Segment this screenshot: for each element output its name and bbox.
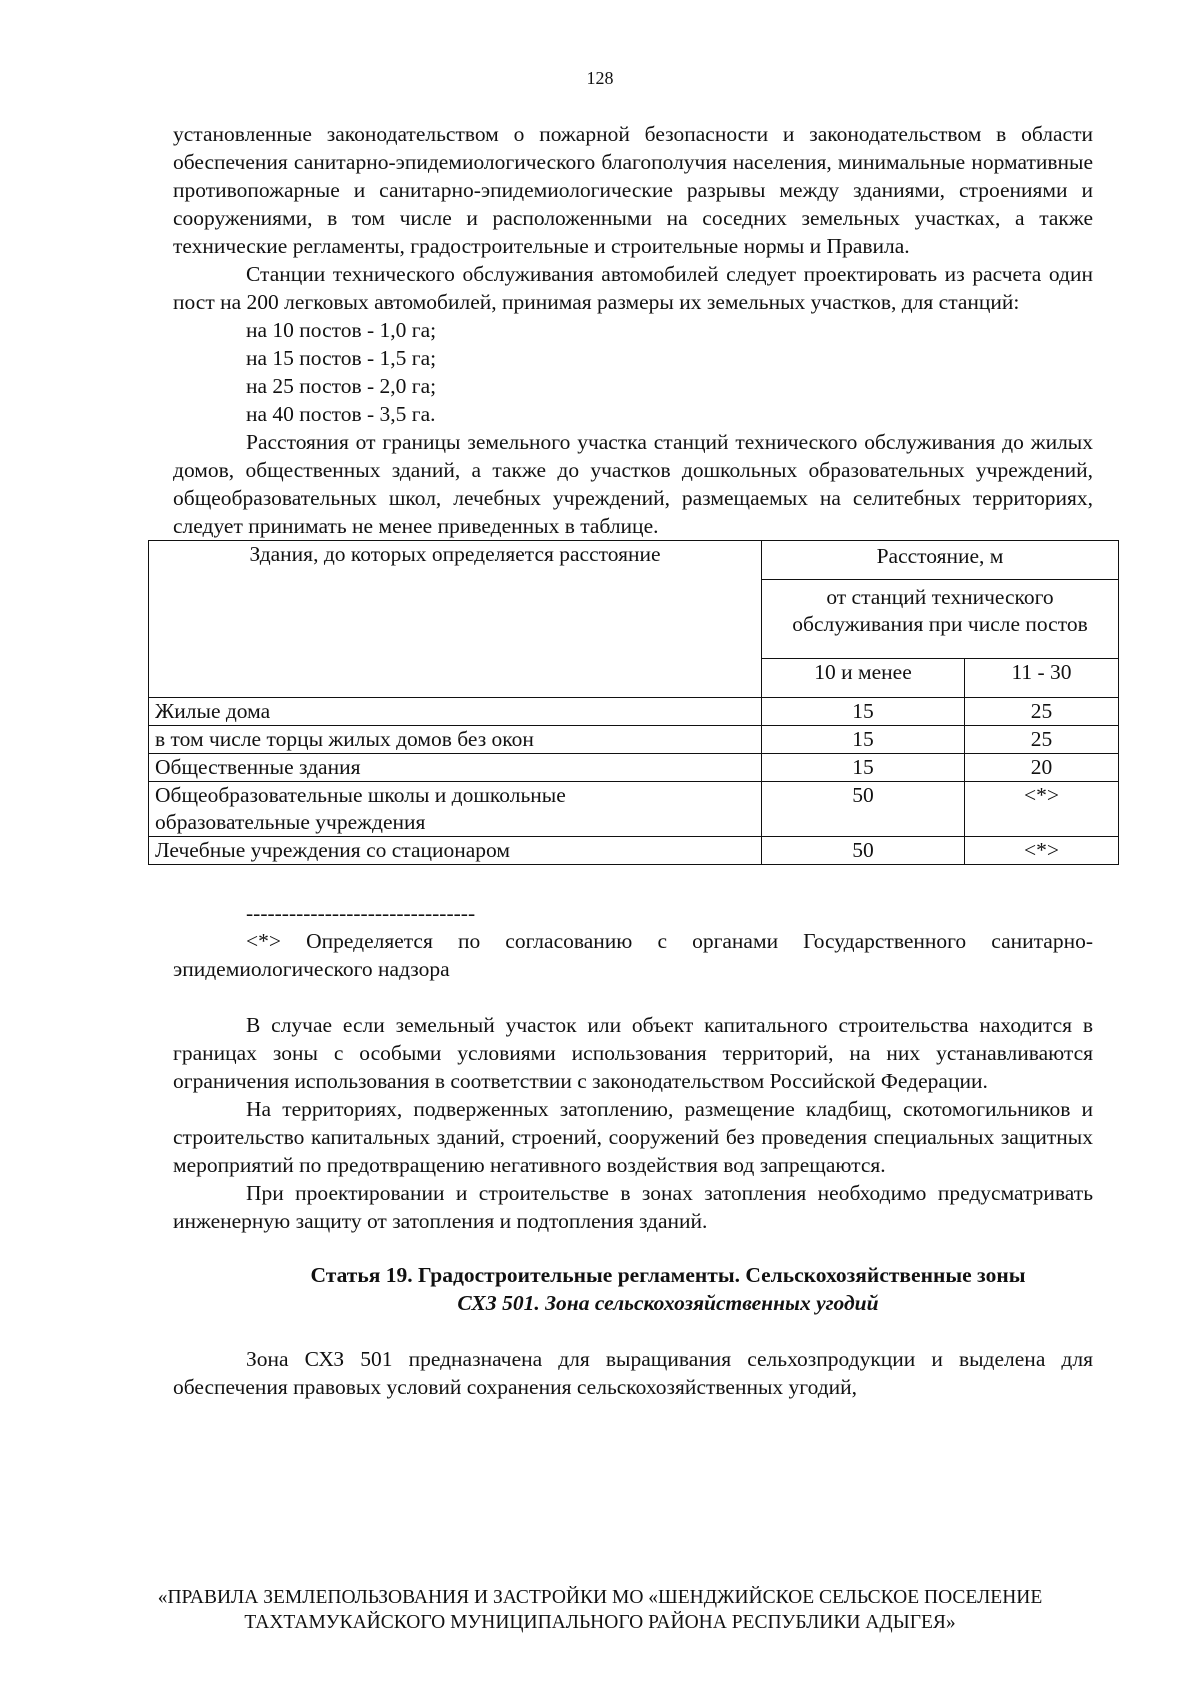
footnote-separator: -------------------------------- <box>246 901 476 925</box>
document-body <box>155 120 1093 1401</box>
list-item: на 25 постов - 2,0 га; <box>246 374 437 398</box>
paragraph-flood-protection: При проектировании и строительстве в зонах затопления необходимо предусматривать инженерную защиту от затопления и подтопления зданий. <box>173 1181 1093 1233</box>
table-col-header-2: 11 - 30 <box>965 659 1119 698</box>
table-row <box>149 726 1119 754</box>
paragraph-service-stations: Станции технического обслуживания автомобилей следует проектировать из расчета один пост на 200 легковых автомобилей, принимая размеры их земельных участков, для станций: <box>173 262 1093 314</box>
station-size-list <box>173 316 1093 428</box>
table-cell-name: Лечебные учреждения со стационаром <box>149 837 762 865</box>
table-cell-value: 25 <box>965 726 1119 754</box>
table-cell-value: <*> <box>965 837 1119 865</box>
table-row <box>149 698 1119 726</box>
paragraph-distances: Расстояния от границы земельного участка станций технического обслуживания до жилых домов, общественных зданий, а также до участков дошкольных образовательных учреждений, общеобразовательных школ, лечебных учреждений, размещаемых на селитебных территориях, следует принимать не менее приведенных в таблице. <box>173 430 1093 538</box>
table-row <box>149 837 1119 865</box>
table-cell-value: 50 <box>762 837 965 865</box>
table-col-header-1: 10 и менее <box>762 659 965 698</box>
table-header-subtitle: от станций технического обслуживания при числе постов <box>762 580 1119 659</box>
page-footer <box>0 1585 1200 1635</box>
paragraph-flood-areas: На территориях, подверженных затоплению, размещение кладбищ, скотомогильников и строительство капитальных зданий, строений, сооружений без проведения специальных защитных мероприятий по предотвращению негативного воздействия вод запрещаются. <box>173 1097 1093 1177</box>
table-cell-name: в том числе торцы жилых домов без окон <box>149 726 762 754</box>
table-header-distance: Расстояние, м <box>762 541 1119 580</box>
list-item: на 40 постов - 3,5 га. <box>246 402 436 426</box>
table-row <box>149 782 1119 837</box>
table-cell-value: 15 <box>762 726 965 754</box>
table-cell-value: 50 <box>762 782 965 837</box>
footer-line-1: «ПРАВИЛА ЗЕМЛЕПОЛЬЗОВАНИЯ И ЗАСТРОЙКИ МО «ШЕНДЖИЙСКОЕ СЕЛЬСКОЕ ПОСЕЛЕНИЕ <box>157 1587 1043 1608</box>
table-cell-name: Общественные здания <box>149 754 762 782</box>
paragraph-special-zones: В случае если земельный участок или объект капитального строительства находится в границах зоны с особыми условиями использования территорий, на них устанавливаются ограничения использования в соответствии с законодательством Российской Федерации. <box>173 1013 1093 1093</box>
list-item: на 15 постов - 1,5 га; <box>246 346 437 370</box>
footer-line-2: ТАХТАМУКАЙСКОГО МУНИЦИПАЛЬНОГО РАЙОНА РЕСПУБЛИКИ АДЫГЕЯ» <box>244 1612 956 1633</box>
list-item: на 10 постов - 1,0 га; <box>246 318 437 342</box>
paragraph-zone-description: Зона СХЗ 501 предназначена для выращивания сельхозпродукции и выделена для обеспечения правовых условий сохранения сельскохозяйственных угодий, <box>173 1347 1093 1399</box>
table-cell-value: 25 <box>965 698 1119 726</box>
page-number: 128 <box>586 68 614 88</box>
table-cell-value: 15 <box>762 698 965 726</box>
distance-table <box>148 540 1119 865</box>
article-title: Статья 19. Градостроительные регламенты. Сельскохозяйственные зоны <box>310 1263 1026 1287</box>
table-cell-name: Общеобразовательные школы и дошкольные образовательные учреждения <box>149 782 762 837</box>
table-header-buildings: Здания, до которых определяется расстояние <box>149 541 762 698</box>
table-row <box>149 754 1119 782</box>
table-cell-value: 15 <box>762 754 965 782</box>
table-cell-name: Жилые дома <box>149 698 762 726</box>
paragraph-regulations: установленные законодательством о пожарной безопасности и законодательством в области обеспечения санитарно-эпидемиологического благополучия населения, минимальные нормативные противопожарные и санитарно-эпидемиологические разрывы между зданиями, строениями и сооружениями, в том числе и расположенными на соседних земельных участках, а также технические регламенты, градостроительные и строительные нормы и Правила. <box>173 122 1093 258</box>
article-subtitle: СХЗ 501. Зона сельскохозяйственных угодий <box>457 1291 879 1315</box>
table-cell-value: <*> <box>965 782 1119 837</box>
footnote-text: <*> Определяется по согласованию с органами Государственного санитарно-эпидемиологического надзора <box>173 929 1093 981</box>
table-cell-value: 20 <box>965 754 1119 782</box>
